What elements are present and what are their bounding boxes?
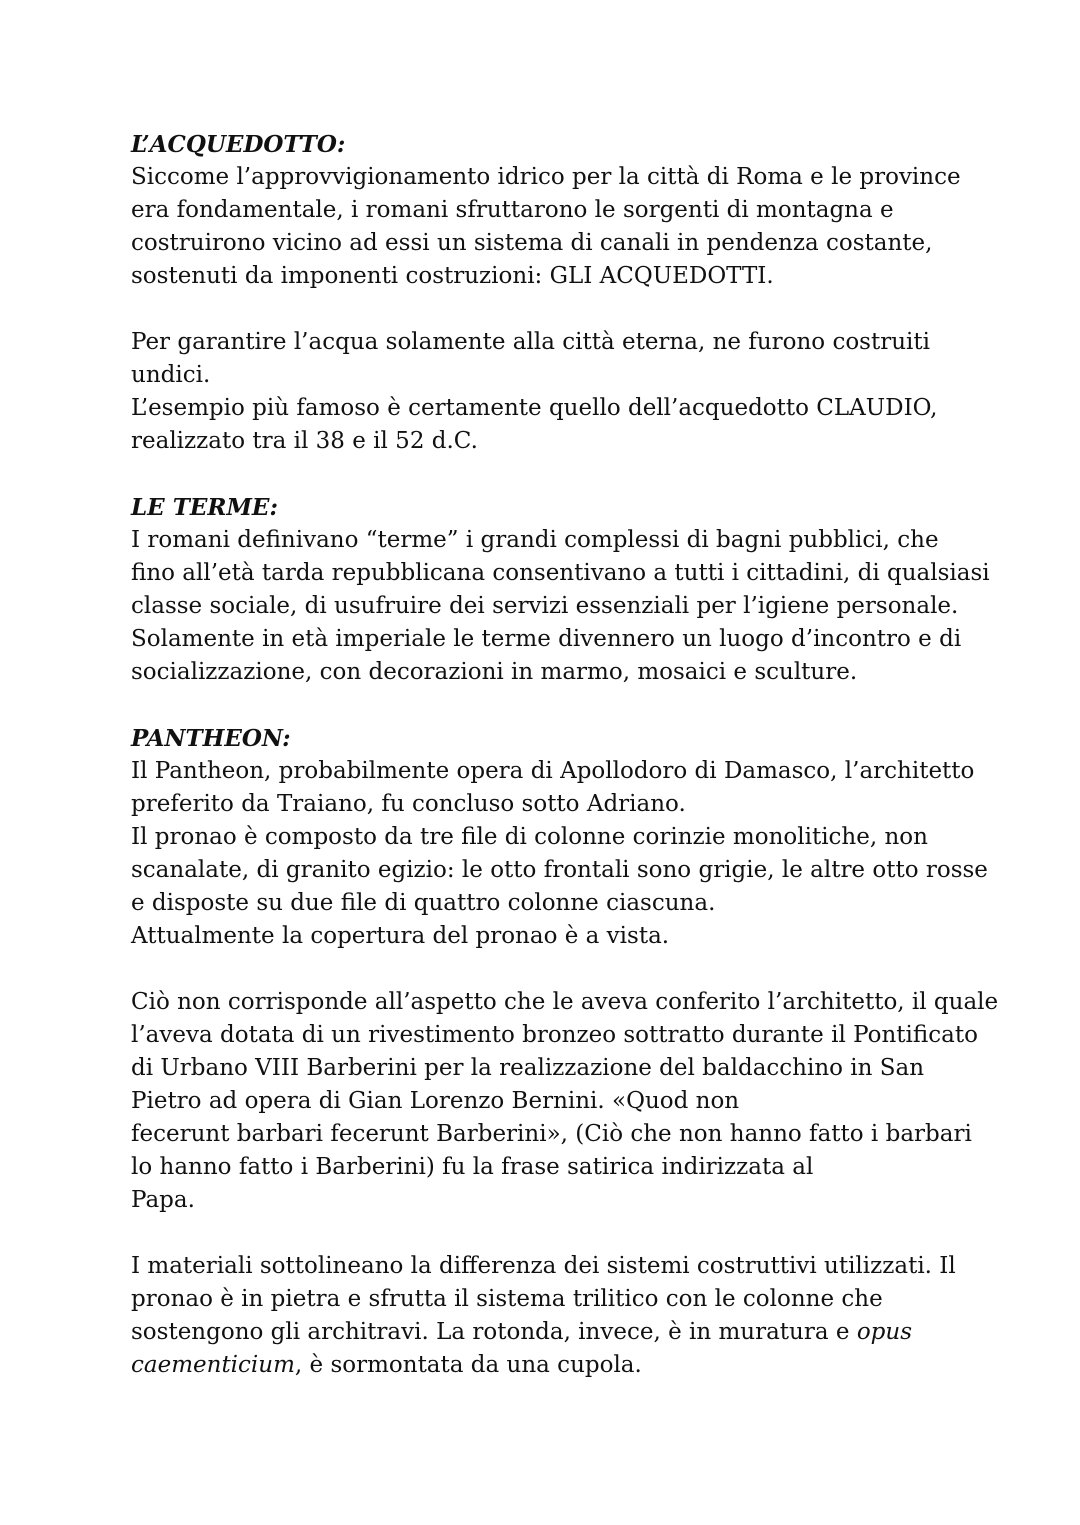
paragraph-pantheon-3 [131,1250,991,1382]
text-line-mixed [131,1349,991,1382]
text-line: lo hanno fatto i Barberini) fu la frase satirica indirizzata al [131,1154,814,1180]
section-heading-terme: LE TERME: [131,494,278,521]
text-line: I materiali sottolineano la differenza dei sistemi costruttivi utilizzati. Il [131,1253,956,1279]
italic-term: opus [856,1319,912,1345]
text-line: undici. [131,362,211,388]
text-line-mixed [131,1316,991,1349]
text-line: classe sociale, di usufruire dei servizi essenziali per l’igiene personale. [131,593,959,619]
text-line: I romani definivano “terme” i grandi complessi di bagni pubblici, che [131,527,939,553]
paragraph-pantheon-2 [131,986,999,1217]
text-line: Il pronao è composto da tre file di colonne corinzie monolitiche, non [131,824,928,850]
text-line: socializzazione, con decorazioni in marmo, mosaici e sculture. [131,659,858,685]
text-line: preferito da Traiano, fu concluso sotto Adriano. [131,791,686,817]
paragraph-spacer [131,689,991,722]
text-run: , è sormontata da una cupola. [294,1352,642,1378]
document-page [131,128,999,1382]
section-heading-pantheon: PANTHEON: [131,725,291,752]
text-line: sostenuti da imponenti costruzioni: GLI ACQUEDOTTI. [131,263,774,289]
text-line: Solamente in età imperiale le terme divennero un luogo d’incontro e di [131,626,962,652]
text-line: Pietro ad opera di Gian Lorenzo Bernini. «Quod non [131,1088,740,1114]
paragraph-terme-1 [131,524,991,689]
paragraph-acquedotto-1 [131,161,991,293]
paragraph-acquedotto-2 [131,326,991,458]
section-heading-acquedotto: L’ACQUEDOTTO: [131,131,346,158]
text-line: realizzato tra il 38 e il 52 d.C. [131,428,478,454]
text-line: Papa. [131,1187,195,1213]
text-line: l’aveva dotata di un rivestimento bronzeo sottratto durante il Pontificato [131,1022,978,1048]
text-line: scanalate, di granito egizio: le otto frontali sono grigie, le altre otto rosse [131,857,988,883]
text-line: di Urbano VIII Barberini per la realizzazione del baldacchino in San [131,1055,925,1081]
text-line: Attualmente la copertura del pronao è a vista. [131,923,670,949]
text-line: Per garantire l’acqua solamente alla città eterna, ne furono costruiti [131,329,930,355]
paragraph-spacer [131,953,991,986]
paragraph-spacer [131,458,991,491]
text-line: pronao è in pietra e sfrutta il sistema trilitico con le colonne che [131,1286,883,1312]
text-line: Siccome l’approvvigionamento idrico per la città di Roma e le province [131,164,961,190]
text-line: L’esempio più famoso è certamente quello dell’acquedotto CLAUDIO, [131,395,938,421]
italic-term: caementicium [131,1352,295,1378]
text-line: Ciò non corrisponde all’aspetto che le aveva conferito l’architetto, il quale [131,989,999,1015]
paragraph-spacer [131,293,991,326]
text-line: era fondamentale, i romani sfruttarono le sorgenti di montagna e [131,197,894,223]
text-line: fecerunt barbari fecerunt Barberini», (Ciò che non hanno fatto i barbari [131,1121,972,1147]
text-line: costruirono vicino ad essi un sistema di canali in pendenza costante, [131,230,933,256]
text-line: e disposte su due file di quattro colonne ciascuna. [131,890,716,916]
text-line: fino all’età tarda repubblicana consentivano a tutti i cittadini, di qualsiasi [131,560,990,586]
paragraph-pantheon-1 [131,755,991,953]
paragraph-spacer [131,1217,991,1250]
text-line: Il Pantheon, probabilmente opera di Apollodoro di Damasco, l’architetto [131,758,975,784]
text-run: sostengono gli architravi. La rotonda, invece, è in muratura e [131,1319,857,1345]
